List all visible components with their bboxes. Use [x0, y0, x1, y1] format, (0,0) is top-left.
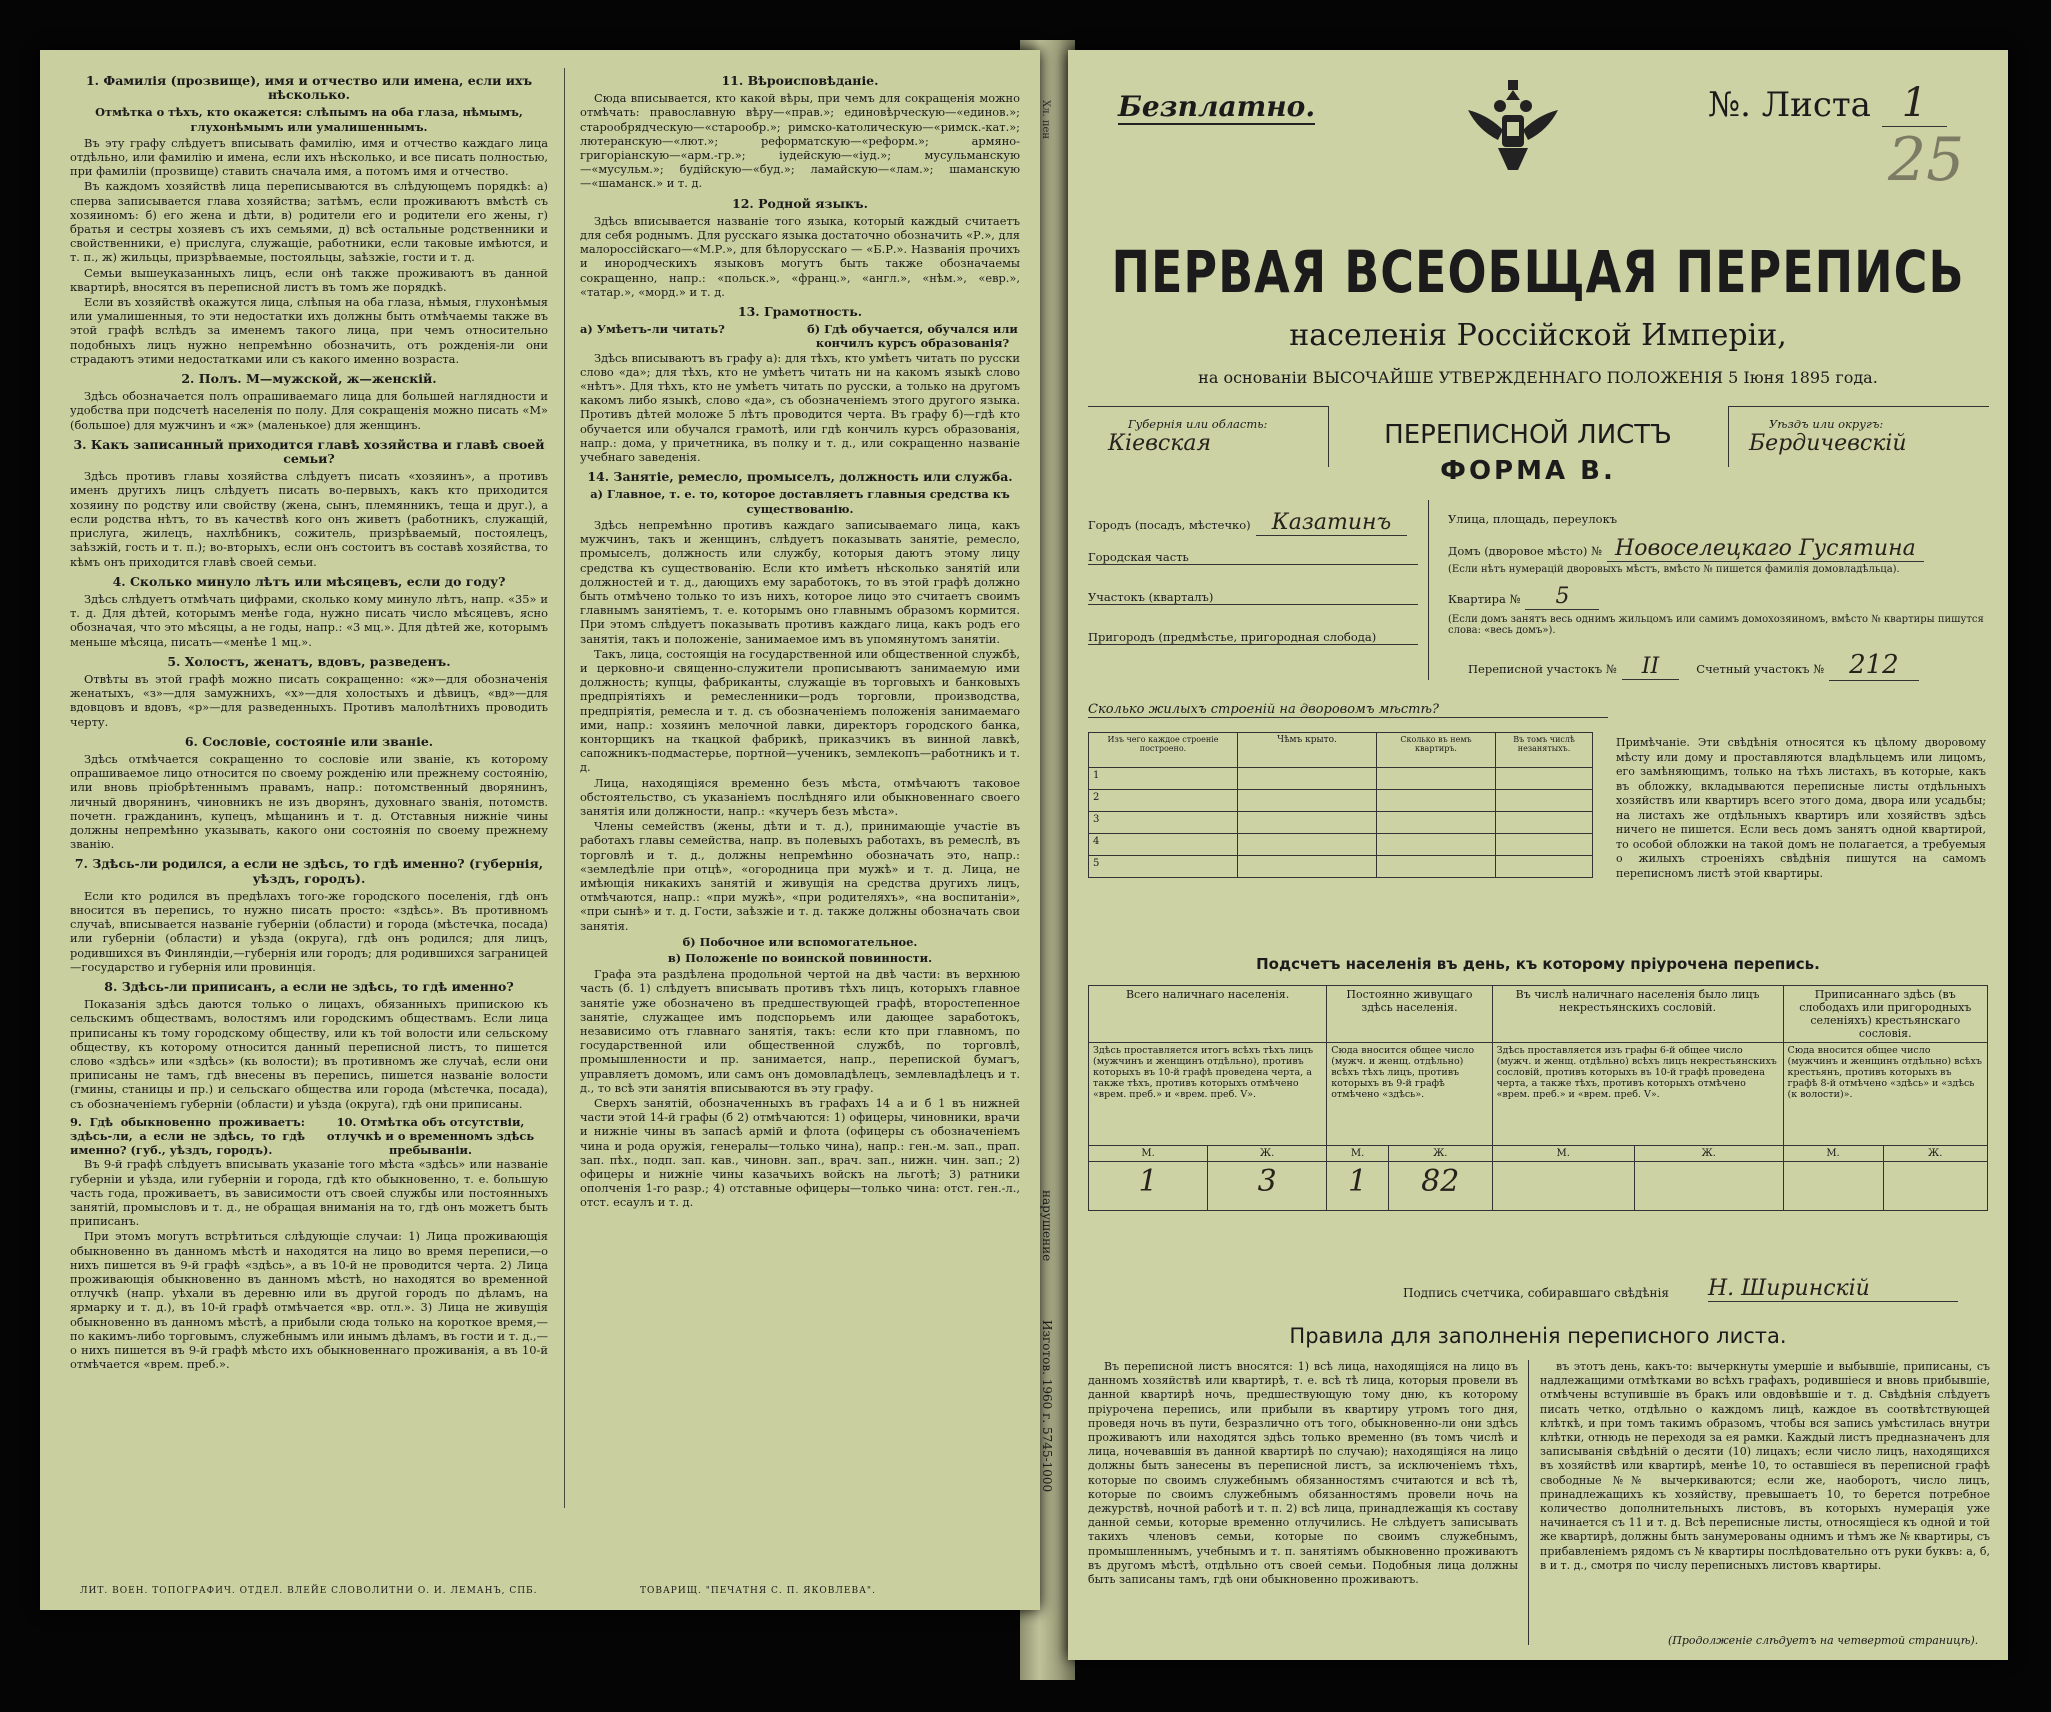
paragraph: При этомъ могутъ встрѣтиться слѣдующіе случаи: 1) Лица проживающія обыкновенно въ данномъ мѣстѣ и находятся на лицо во время переписи,—о нихъ пишется въ 9-й графѣ «здѣсь», а въ 10-й не проводится черта. 2) Лица проживающія обыкновенно въ данномъ мѣстѣ, но находятся во временной отлучкѣ (напр. уѣхали въ деревню или въ другой городъ по дѣламъ, на ярмарку и т. д.), въ 10-й графѣ отмѣчается «вр. отл.». 3) Лица не живущія обыкновенно въ данномъ мѣстѣ, а прибыли сюда только на короткое время,—по какимъ-либо торговымъ, служебнымъ или инымъ дѣламъ, въ гости и т. д.,—о нихъ пишется въ 9-й графѣ мѣсто ихъ обыкновеннаго проживанія, а въ 10-й отмѣчается «врем. преб.». [70, 1229, 548, 1372]
section-2-title: 2. Полъ. М—мужской, ж—женскій. [181, 371, 437, 387]
rules-continued: (Продолженіе слѣдуетъ на четвертой страницѣ). [1668, 1634, 1979, 1647]
paragraph: Здѣсь обозначается полъ опрашиваемаго лица для большей наглядности и удобства при подсчетѣ населенія по полу. Для сокращенія можно писать «М» (большое) для мужчинъ и «ж» (маленькое) для женщинъ. [70, 389, 548, 432]
kvartira-label: Квартира № [1448, 592, 1521, 606]
census-basis: на основаніи ВЫСОЧАЙШЕ УТВЕРЖДЕННАГО ПОЛОЖЕНІЯ 5 Іюня 1895 года. [1198, 368, 1878, 387]
count-desc-present: Здѣсь проставляется итогъ всѣхъ тѣхъ лицъ (мужчинъ и женщинъ отдѣльно), противъ которыхъ въ 10-й графѣ проведена черта, а также тѣхъ, противъ которыхъ отмѣчено «врем. преб.» и «врем. преб. V». [1089, 1043, 1327, 1146]
address-divider [1428, 500, 1429, 680]
dom-row [1448, 536, 1988, 561]
left-page [40, 50, 1040, 1610]
count-head-permanent: Постоянно живущаго здѣсь населенія. [1327, 986, 1492, 1043]
count-head-peasant: Приписаннаго здѣсь (въ слободахъ или пригородныхъ селеніяхъ) крестьянскаго сословія. [1783, 986, 1987, 1043]
section-3-title: 3. Какъ записанный приходится главѣ хозяйства и главѣ своей семьи? [73, 436, 545, 467]
section-4-title: 4. Сколько минуло лѣтъ или мѣсяцевъ, если до году? [112, 573, 506, 589]
paragraph: Если въ хозяйствѣ окажутся лица, слѣпыя на оба глаза, нѣмыя, глухонѣмыя или умалишенныя, то эти недостатки ихъ должны быть отмѣчаемы также въ этой графѣ вслѣдъ за именемъ такого лица, при чемъ относительно подобныхъ лицъ нужно непремѣнно обозначить, отъ рожденія-ли они страдаютъ этими недостатками или съ какого именно возраста. [70, 295, 548, 366]
rules-title: Правила для заполненія переписного листа. [1289, 1324, 1787, 1348]
paragraph: Здѣсь вписываютъ въ графу а): для тѣхъ, кто умѣетъ читать по русски слово «да»; для тѣхъ, кто не умѣетъ читать ни на какомъ языкѣ слово «нѣтъ». Для тѣхъ, кто не умѣетъ читать по русски, а только на другомъ какомъ либо языкѣ, слово «да», съ обозначеніемъ этого другого языка. Противъ дѣтей моложе 5 лѣтъ проводится черта. Въ графу б)—гдѣ кто обучается или обучался грамотѣ, или гдѣ кончилъ курсъ образованія, напр.: дома, у причетника, въ полку и т. д., или сокращенно названіе учебнаго заведенія. [580, 350, 1020, 465]
col-m: М. [1089, 1146, 1208, 1162]
section-5-title: 5. Холостъ, женатъ, вдовъ, разведенъ. [167, 653, 451, 669]
double-headed-eagle-icon [1458, 70, 1568, 180]
gorod-label: Городъ (посадъ, мѣстечко) [1088, 518, 1251, 532]
paragraph: Здѣсь противъ главы хозяйства слѣдуетъ писать «хозяинъ», а противъ именъ другихъ лицъ слѣдуетъ писать во-первыхъ, какъ кто приходится хозяину по родству или свойству (жена, сынъ, племянникъ, теща и друг.), а если родства нѣтъ, то въ качествѣ кого онъ живетъ (работникъ, служащій, прислуга, жилецъ, нахлѣбникъ, сожитель, призрѣваемый, постоялецъ, заѣзжій, гость и т. п.); во-вторыхъ, если онъ состоитъ въ составѣ хозяйства, то кѣмъ онъ приходится главѣ своей семьи. [70, 469, 548, 569]
left-footer-printer: ЛИТ. ВОЕН. ТОПОГРАФИЧ. ОТДЕЛ. ВЛЕЙЕ СЛОВОЛИТНИ О. И. ЛЕМАНЪ, СПБ. [80, 1586, 538, 1596]
section-12-title: 12. Родной языкъ. [732, 195, 868, 211]
paragraph: Сюда вписывается, кто какой вѣры, при чемъ для сокращенія можно отмѣчать: православную вѣру—«прав.»; единовѣрческую—«единов.»; старообрядческую—«старообр.»; римско-католическую—«римск.-кат.»; лютеранскую—«лют.»; реформатскую—«реформ.»; армяно-григоріанскую—«арм.-гр.»; іудейскую—«іуд.»; мусульманскую—«мусульм.»; будійскую—«буд.»; ламайскую—«лам.»; шаманскую—«шаманск.» и т. д. [580, 91, 1020, 191]
zhilyh-label: Сколько жилыхъ строеній на дворовомъ мѣстѣ? [1088, 702, 1608, 718]
free-label: Безплатно. [1118, 90, 1316, 123]
table-row [1089, 768, 1593, 790]
paragraph: Такъ, лица, состоящія на государственной или общественной службѣ, и церковно-и священно-служители прописываютъ занимаемую ими должность; купцы, фабриканты, служащіе въ торговыхъ и банковыхъ предпріятіяхъ и ремесленники—родъ торговли, производства, предпріятія, ремесла и т. д. съ обозначеніемъ положенія занимаемаго ими, напр.: хозяинъ мелочной лавки, директоръ городского банка, конторщикъ на ткацкой фабрикѣ, приказчикъ въ винной лавкѣ, сапожникъ-подмастерье, портной—ученикъ, землекопъ—работникъ и т. д. [580, 646, 1020, 775]
section-1-title: 1. Фамилія (прозвище), имя и отчество или имена, если ихъ нѣсколько. [85, 73, 533, 103]
sheet-number-value: 1 [1882, 80, 1947, 127]
rules-column-2 [1540, 1360, 1990, 1632]
paragraph: Графа эта раздѣлена продольной чертой на двѣ части: въ верхнюю часть (б. 1) слѣдуетъ вписывать противъ тѣхъ лицъ, которыхъ главное занятіе уже обозначено въ предшествующей графѣ, второстепенное занятіе, служащее имъ подспорьемъ или дающее заработокъ, независимо отъ главнаго занятія, такъ: если кто при главномъ, по государственной или общественной службѣ, по торговлѣ, промышленности и пр. занимается, напр., перепиской бумагъ, управляетъ домомъ, или самъ онъ домовладѣлецъ, землевладѣлецъ и т. д., то всѣ эти занятія вписываются въ эту графу. [580, 967, 1020, 1095]
structures-header-apartments: Сколько въ немъ квартиръ. [1377, 733, 1496, 768]
paragraph: Здѣсь слѣдуетъ отмѣчать цифрами, сколько кому минуло лѣтъ, напр. «35» и т. д. Для дѣтей, которымъ менѣе года, нужно писать число мѣсяцевъ, ясно обозначая, что это мѣсяцы, а не годы, напр.: «3 мц.». Для дѣтей же, которымъ меньше мѣсяца, писать—«менѣе 1 мц.». [70, 591, 548, 649]
section-7-title: 7. Здѣсь-ли родился, а если не здѣсь, то гдѣ именно? (губернія, уѣздъ, городъ). [74, 856, 544, 886]
podschet-title: Подсчетъ населенія въ день, къ которому пріурочена перепись. [1256, 955, 1820, 973]
right-page [1068, 50, 2008, 1660]
section-14-title: 14. Занятіе, ремесло, промыселъ, должность или служба. [587, 469, 1013, 485]
uezd-box [1728, 406, 1989, 467]
gorod-value: Казатинъ [1256, 510, 1407, 536]
spine-top-text: Хл. пен [1040, 100, 1051, 140]
signature-value: Н. Ширинскій [1708, 1276, 1958, 1302]
sheet-pencil-number: 25 [1888, 125, 1965, 195]
uezd-label: Уѣздъ или округъ: [1769, 417, 1884, 431]
rules-column-1 [1088, 1360, 1518, 1650]
perep-uchastok-value: II [1622, 654, 1679, 680]
rules-text-1: Въ переписной листъ вносятся: 1) всѣ лица, находящіяся на лицо въ данномъ хозяйствѣ или квартирѣ, т. е. всѣ тѣ лица, которыя провели въ данной квартирѣ ночь, предшествующую тому дню, къ которому пріурочена перепись, или прибыли въ квартиру утромъ того дня, проведя ночь въ пути, безразлично отъ того, обыкновенно-ли они здѣсь проживаютъ или находятся здѣсь только временно (въ томъ числѣ и лица, ночевавшія въ данной квартирѣ по случаю); находящіяся на лицо должны быть занесены въ переписной листъ, за исключеніемъ тѣхъ, которые по своимъ служебнымъ обязанностямъ считаются и всѣ тѣ, которые по своимъ служебнымъ обязанностямъ провели ночь на дежурствѣ, ночной работѣ и т. п. 2) всѣ лица, принадлежащія къ составу данной семьи, которые временно отлучились. Не слѣдуетъ записывать такихъ членовъ семьи, которые по своимъ служебнымъ, промышленнымъ, учебнымъ и т. п. занятіямъ обыкновенно проживаютъ въ другомъ мѣстѣ, отдѣльно отъ своей семьи. Подобныя лица должны быть записаны тамъ, гдѣ они обыкновенно проживаютъ. [1088, 1360, 1518, 1587]
left-column-1 [70, 68, 548, 1488]
census-subtitle: населенія Россійской Имперіи, [1289, 318, 1787, 353]
structure-row-num: 5 [1089, 856, 1238, 878]
count-head-present: Всего наличнаго населенія. [1089, 986, 1327, 1043]
table-row [1089, 812, 1593, 834]
sheet-number [1708, 80, 1947, 126]
sheet-number-label: №. Листа [1708, 85, 1871, 125]
count-permanent-m: 1 [1327, 1162, 1389, 1211]
uchastok-label: Участокъ (кварталъ) [1088, 590, 1418, 605]
left-column-2 [580, 68, 1020, 1488]
column-divider [564, 68, 565, 1508]
paragraph: Если кто родился въ предѣлахъ того-же городского поселенія, гдѣ онъ вносится въ перепись, то нужно писать просто: «здѣсь». Въ противномъ случаѣ, вписывается названіе губерніи (области) и города (мѣстечка, посада) или губерніи (области) и уѣзда (округа), гдѣ онъ родился; для лицъ, родившихся въ Финляндіи,—губернія или городъ; для родившихся заграницей—государство и губернія или провинція. [70, 888, 548, 974]
prigorod-label: Пригородъ (предмѣстье, пригородная слобода) [1088, 630, 1418, 645]
kvartira-value: 5 [1525, 584, 1599, 610]
paragraph: Показанія здѣсь даются только о лицахъ, обязанныхъ припискою къ сельскимъ обществамъ, волостямъ или городскимъ обществамъ. Если лица приписаны къ тому городскому обществу, или къ той волости или сельскому обществу, къ которому относится данный переписной листъ, то пишется слово «здѣсь» или «здѣсь» (кь волости); въ противномъ же случаѣ, если они приписаны не тамъ, гдѣ внесены въ перепись, пишется названіе волости (гмины, станицы и пр.) и сельскаго общества или города (мѣстечка, посада), съ обозначеніемъ губерніи (области) и уѣзда (округа), гдѣ они приписаны. [70, 997, 548, 1111]
paragraph: Здѣсь непремѣнно противъ каждаго записываемаго лица, какъ мужчинъ, такъ и женщинъ, слѣдуетъ показывать занятіе, ремесло, промыселъ, должность или службу, которыя даютъ этому лицу средства къ существованію. Если кто имѣетъ нѣсколько занятій или должностей и т. д., дающихъ ему заработокъ, то въ этой графѣ должно быть отмѣчено только то изъ нихъ, которое лицо это считаетъ своимъ главнымъ занятіемъ, т. е. которымъ оно главнымъ образомъ кормится. При этомъ слѣдуетъ показывать противъ каждаго лица, какъ родъ его занятія, такъ и положеніе, занимаемое имъ въ упомянутомъ занятіи. [580, 517, 1020, 646]
count-present-m: 1 [1089, 1162, 1208, 1211]
dom-label: Домъ (дворовое мѣсто) № [1448, 544, 1602, 558]
section-8-title: 8. Здѣсь-ли приписанъ, а если не здѣсь, то гдѣ именно? [104, 978, 514, 994]
paragraph: Лица, находящіяся временно безъ мѣста, отмѣчаютъ таковое обстоятельство, съ указаніемъ послѣдняго или обыкновеннаго своего занятія или должности, напр.: «кучеръ безъ мѣста». [580, 775, 1020, 818]
col-zh: Ж. [1883, 1146, 1987, 1162]
section-10-title: 10. Отмѣтка объ отсутствіи, отлучкѣ и о временномъ здѣсь пребываніи. [326, 1114, 535, 1158]
schet-uchastok-label: Счетный участокъ № [1696, 662, 1824, 676]
uezd-value: Бердичевскій [1749, 431, 1907, 456]
paragraph: Здѣсь вписывается названіе того языка, который каждый считаетъ для себя роднымъ. Для русскаго языка достаточно обозначить «Р.», для малороссійскаго—«М.Р.», для бѣлорусскаго — «Б.Р.». Названія прочихъ и инородческихъ языковъ могутъ быть также обозначаемы сокращенно, напр.: «польск.», «франц.», «англ.», «нѣм.», «евр.», «татар.», «морд.» и т. д. [580, 213, 1020, 299]
structures-header-roof: Чѣмъ крыто. [1238, 733, 1377, 768]
col-zh: Ж. [1388, 1146, 1492, 1162]
paragraph: Семьи вышеуказанныхъ лицъ, если онѣ также проживаютъ въ данной квартирѣ, вносятся въ переписной листъ въ томъ же порядкѣ. [70, 265, 548, 294]
count-desc-non-peasant: Здѣсь проставляется изъ графы 6-й общее число (мужч. и женщ. отдѣльно) всѣхъ лицъ некрестьянскихъ сословій, противъ которыхъ въ 10-й графѣ проведена черта, а также тѣхъ, противъ которыхъ отмѣчено «врем. преб.» и «врем. преб. V». [1492, 1043, 1783, 1146]
guberniya-value: Кіевская [1108, 431, 1212, 456]
ulica-label: Улица, площадь, переулокъ [1448, 512, 1618, 526]
section-13-title: 13. Грамотность. [737, 304, 863, 320]
table-row [1089, 790, 1593, 812]
guberniya-box [1088, 406, 1329, 467]
form-title: ПЕРЕПИСНОЙ ЛИСТЪ [1384, 420, 1672, 450]
structure-row-num: 1 [1089, 768, 1238, 790]
prim-note: Примѣчаніе. Эти свѣдѣнія относятся къ цѣлому дворовому мѣсту или дому и проставляются владѣльцемъ или лицомъ, его замѣняющимъ, только на тѣхъ листахъ, въ которые, какъ въ обложку, вкладываются переписные листы отдѣльныхъ хозяйствъ или квартиръ всего этого дома, двора или усадьбы; на листахъ же отдѣльныхъ квартиръ или хозяйствъ здѣсь ничего не пишется. Если весь домъ занятъ одной квартирой, то особой обложки на такой домъ не полагается, а требуемыя о жилыхъ строеніяхъ свѣдѣнія пишутся на самомъ переписномъ листѣ этой квартиры. [1616, 736, 1986, 880]
structure-row-num: 3 [1089, 812, 1238, 834]
col-m: М. [1492, 1146, 1634, 1162]
count-permanent-zh: 82 [1388, 1162, 1492, 1211]
count-head-non-peasant: Въ числѣ наличнаго населенія было лицъ некрестьянскихъ сословій. [1492, 986, 1783, 1043]
dom-note: (Если нѣтъ нумерацій дворовыхъ мѣстъ, вмѣсто № пишется фамилія домовладѣльца). [1448, 564, 1900, 575]
schet-uchastok-value: 212 [1829, 650, 1919, 681]
structure-row-num: 2 [1089, 790, 1238, 812]
structure-row-num: 4 [1089, 834, 1238, 856]
kvartira-row [1448, 584, 1599, 609]
ulica-value: Новоселецкаго Гусятина [1607, 536, 1924, 562]
paragraph: Члены семействъ (жены, дѣти и т. д.), принимающіе участіе въ работахъ главы семейства, напр. въ полевыхъ работахъ, въ ремеслѣ, въ торговлѣ и т. д., должны непремѣнно обозначать это, напр.: «земледѣліе при отцѣ», «огородница при мужѣ» и т. д. Лица, не имѣющія никакихъ занятій и живущія на средства другихъ лицъ, отмѣчаются, напр.: «при мужѣ», «при родителяхъ», «на воспитаніи», «при сынѣ» и т. д. Гости, заѣзжіе и т. д. также должны обозначать свои занятія. [580, 819, 1020, 933]
col-zh: Ж. [1634, 1146, 1783, 1162]
structures-table [1088, 732, 1593, 878]
count-present-zh: 3 [1208, 1162, 1327, 1211]
section-6-title: 6. Сословіе, состояніе или званіе. [184, 733, 434, 749]
paragraph: Отвѣты въ этой графѣ можно писать сокращенно: «ж»—для обозначенія женатыхъ, «з»—для замужнихъ, «х»—для холостыхъ и дѣвицъ, «вд»—для вдовцовъ и вдовъ, «р»—для разведенныхъ. Противъ малолѣтнихъ проводить черту. [70, 671, 548, 729]
paragraph: Въ 9-й графѣ слѣдуетъ вписывать указаніе того мѣста «здѣсь» или названіе губерніи и уѣзда, или губерніи и города, гдѣ кто обыкновенно, т. е. большую часть года, проживаетъ, въ зависимости отъ своей службы или постоянныхъ занятій, промысловъ и т. д., не обращая вниманія на то, гдѣ онъ можетъ быть приписанъ. [70, 1157, 548, 1229]
population-count-table [1088, 985, 1988, 1211]
table-row [1089, 834, 1593, 856]
count-desc-peasant: Сюда вносится общее число (мужчинъ и женщинъ отдѣльно) всѣхъ крестьянъ, противъ которыхъ въ графѣ 8-й отмѣчено «здѣсь» и «здѣсь (к волости)». [1783, 1043, 1987, 1146]
form-subtitle: ФОРМА В. [1440, 456, 1616, 486]
rules-divider [1528, 1360, 1529, 1645]
section-9-title: 9. Гдѣ обыкновенно проживаетъ: здѣсь-ли, а если не здѣсь, то гдѣ именно? (губ., уѣздъ, городъ). [70, 1114, 305, 1158]
spine-mid-text: нарушение [1040, 1190, 1054, 1262]
spine-bottom-text: Изготов. 1960 г. 5745-1000 [1040, 1320, 1054, 1493]
section-14a: а) Главное, т. е. то, которое доставляетъ главныя средства къ существованію. [590, 487, 1010, 516]
section-13b: б) Гдѣ обучается, обучался или кончилъ курсъ образованія? [807, 322, 1018, 351]
structures-header-vacant: Въ томъ числѣ незанятыхъ. [1496, 733, 1593, 768]
paragraph: Въ эту графу слѣдуетъ вписывать фамилію, имя и отчество каждаго лица отдѣльно, или фамилію и имена, если ихъ нѣсколько, и все писать полностью, при фамиліи (прозвище) ставить сначала имя, а потомъ имя и отчество. [70, 135, 548, 179]
count-desc-permanent: Сюда вносится общее число (мужч. и женщ. отдѣльно) всѣхъ тѣхъ лицъ, противъ которыхъ въ 9-й графѣ отмѣчено «здѣсь». [1327, 1043, 1492, 1146]
signature-label: Подпись счетчика, собиравшаго свѣдѣнія [1403, 1286, 1669, 1300]
uchastok-numbers [1468, 650, 1988, 680]
right-footer-printer: ТОВАРИЩ. "ПЕЧАТНЯ С. П. ЯКОВЛЕВА". [640, 1586, 876, 1596]
guberniya-label: Губернія или область: [1128, 417, 1268, 431]
col-zh: Ж. [1208, 1146, 1327, 1162]
gorod-row [1088, 510, 1428, 535]
col-m: М. [1783, 1146, 1883, 1162]
paragraph: Въ каждомъ хозяйствѣ лица переписываются въ слѣдующемъ порядкѣ: а) сперва записывается глава хозяйства; затѣмъ, если проживаютъ вмѣстѣ съ хозяиномъ: б) его жена и дѣти, в) родители его и родители его жены, г) братья и сестры хозяевъ съ ихъ семьями, д) всѣ остальные родственники и свойственники, е) прислуга, служащіе, работники, если таковые имѣются, и т. п., ж) жильцы, призрѣваемые, постояльцы, заѣзжіе, гости и т. д. [70, 179, 548, 265]
section-13a: а) Умѣетъ-ли читать? [580, 322, 725, 337]
paragraph: Здѣсь отмѣчается сокращенно то сословіе или званіе, къ которому опрашиваемое лицо относится по своему рожденію или прежнему состоянію, или вновь пріобрѣтеннымъ правамъ, напр.: потомственный дворянинъ, личный дворянинъ, чиновникъ не изъ дворянъ, духовнаго званія, потомств. почетн. гражданинъ, купецъ, мѣщанинъ и т. д. Отставныя нижніе чины должны непремѣнно указывать, какого они состоянія по своему прежнему званію. [70, 751, 548, 852]
section-1-note: Отмѣтка о тѣхъ, кто окажется: слѣпымъ на оба глаза, нѣмымъ, глухонѣмымъ или умалишеннымъ. [95, 105, 523, 134]
gor-chast-label: Городская часть [1088, 550, 1418, 565]
perep-uchastok-label: Переписной участокъ № [1468, 662, 1617, 676]
col-m: М. [1327, 1146, 1389, 1162]
section-14c: в) Положеніе по воинской повинности. [667, 950, 933, 965]
paragraph: Сверхъ занятій, обозначенныхъ въ графахъ 14 а и б 1 въ нижней части этой 14-й графы (б 2) отмѣчаются: 1) офицеры, чиновники, врачи и нижніе чины въ запасѣ армій и флота (офицеры съ обозначеніемъ чина и рода оружія, генералы—только чина), напр.: ген.-м. зап., прап. зап. пѣх., подп. зап. кав., чиновн. зап., врач. зап., нижн. чин. зап.; 2) офицеры и нижніе чины казачьихъ войскъ на льготѣ; 3) ратники ополченія 1-го разр.; 4) отставные офицеры—только чина: отст. ген.-л., отст. есаулъ и т. д. [580, 1096, 1020, 1210]
structures-header-material: Изъ чего каждое строеніе построено. [1089, 733, 1238, 768]
census-title: ПЕРВАЯ ВСЕОБЩАЯ ПЕРЕПИСЬ [1111, 238, 1965, 306]
section-11-title: 11. Вѣроисповѣданіе. [721, 73, 879, 88]
section-14b: б) Побочное или вспомогательное. [682, 934, 918, 949]
rules-text-2: въ этотъ день, какъ-то: вычеркнуты умершіе и выбывшіе, приписаны, съ надлежащими отмѣтками во всѣхъ графахъ, родившіеся и вновь прибывшіе, отмѣчены вступившіе въ бракъ или овдовѣвшіе и т. д. Свѣдѣнія слѣдуетъ писать четко, отдѣльно о каждомъ лицѣ, каждое въ соотвѣтствующей клѣткѣ, и при томъ такимъ образомъ, чтобы вся запись умѣстилась внутри клѣтки, отнюдь не переходя за ея рамки. Каждый листъ предназначенъ для записыванія свѣдѣній о десяти (10) лицахъ; если число лицъ, находящихся въ хозяйствѣ или квартирѣ, менѣе 10, то оставшіеся въ переписной графѣ свободные №№ вычеркиваются; если же, наоборотъ, число лицъ, принадлежащихъ къ хозяйству, превышаетъ 10, то берется потребное количество дополнительныхъ листовъ, въ которыхъ нумерація уже начинается съ 11 и т. д. Всѣ переписные листы, относящіеся къ одной и той же квартирѣ, должны быть занумерованы однимъ и тѣмъ же № квартиры, съ прибавленіемъ рядомъ съ № квартиры послѣдовательно отъ руки буквъ: а, б, в и т. д., смотря по числу переписныхъ листовъ квартиры. [1540, 1360, 1990, 1572]
table-row [1089, 856, 1593, 878]
kvartira-note: (Если домъ занятъ весь однимъ жильцомъ или самимъ домохозяиномъ, вмѣсто № квартиры пишутся слова: «весь домъ»). [1448, 614, 1984, 636]
